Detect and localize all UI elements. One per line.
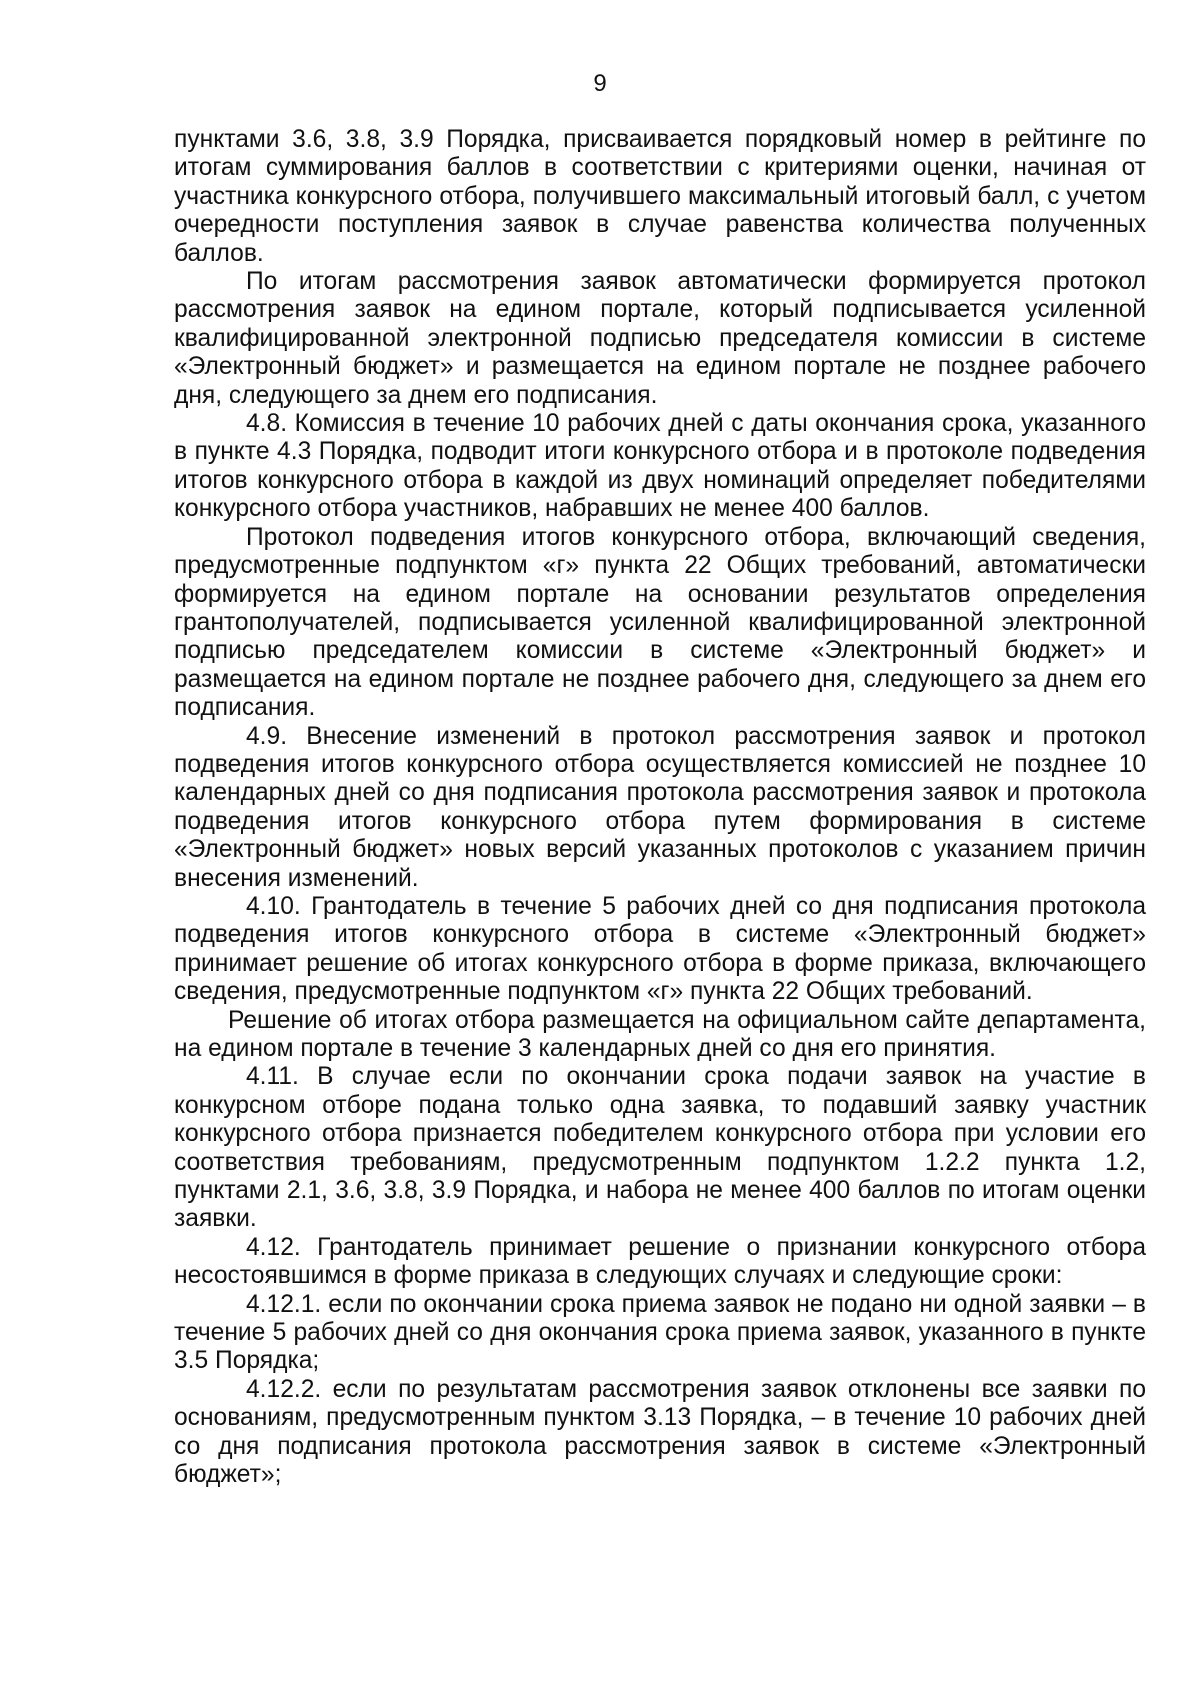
page-number: 9 [593,70,607,97]
paragraph-4-11: 4.11. В случае если по окончании срока подачи заявок на участие в конкурсном отборе подана только одна заявка, то подавший заявку участник конкурсного отбора признается победителем конкурсного отбора при условии его соответствия требованиям, предусмотренным подпунктом 1.2.2 пункта 1.2, пунктами 2.1, 3.6, 3.8, 3.9 Порядка, и набора не менее 400 баллов по итогам оценки заявки. [174,1063,1146,1233]
paragraph-review-protocol: По итогам рассмотрения заявок автоматически формируется протокол рассмотрения заявок на едином портале, который подписывается усиленной квалифицированной электронной подписью председателя комиссии в системе «Электронный бюджет» и размещается на едином портале не позднее рабочего дня, следующего за днем его подписания. [174,268,1146,409]
paragraph-4-12-2: 4.12.2. если по результатам рассмотрения заявок отклонены все заявки по основаниям, предусмотренным пунктом 3.13 Порядка, – в течение 10 рабочих дней со дня подписания протокола рассмотрения заявок в системе «Электронный бюджет»; [174,1375,1146,1489]
paragraph-4-12: 4.12. Грантодатель принимает решение о признании конкурсного отбора несостоявшимся в форме приказа в следующих случаях и следующие сроки: [174,1233,1146,1290]
paragraph-ranking-continuation: пунктами 3.6, 3.8, 3.9 Порядка, присваивается порядковый номер в рейтинге по итогам суммирования баллов в соответствии с критериями оценки, начиная от участника конкурсного отбора, получившего максимальный итоговый балл, с учетом очередности поступления заявок в случае равенства количества полученных баллов. [174,126,1146,267]
paragraph-4-9: 4.9. Внесение изменений в протокол рассмотрения заявок и протокол подведения итогов конкурсного отбора осуществляется комиссией не позднее 10 календарных дней со дня подписания протокола рассмотрения заявок и протокола подведения итогов конкурсного отбора путем формирования в системе «Электронный бюджет» новых версий указанных протоколов с указанием причин внесения изменений. [174,722,1146,892]
paragraph-decision-publication: Решение об итогах отбора размещается на официальном сайте департамента, на едином портале в течение 3 календарных дней со дня его принятия. [174,1006,1146,1062]
paragraph-results-protocol: Протокол подведения итогов конкурсного отбора, включающий сведения, предусмотренные подпунктом «г» пункта 22 Общих требований, автоматически формируется на едином портале на основании результатов определения грантополучателей, подписывается усиленной квалифицированной электронной подписью председателем комиссии в системе «Электронный бюджет» и размещается на едином портале не позднее рабочего дня, следующего за днем его подписания. [174,523,1146,722]
paragraph-4-8: 4.8. Комиссия в течение 10 рабочих дней с даты окончания срока, указанного в пункте 4.3 Порядка, подводит итоги конкурсного отбора и в протоколе подведения итогов конкурсного отбора в каждой из двух номинаций определяет победителями конкурсного отбора участников, набравших не менее 400 баллов. [174,410,1146,523]
paragraph-4-12-1: 4.12.1. если по окончании срока приема заявок не подано ни одной заявки – в течение 5 рабочих дней со дня окончания срока приема заявок, указанного в пункте 3.5 Порядка; [174,1290,1146,1375]
paragraph-4-10: 4.10. Грантодатель в течение 5 рабочих дней со дня подписания протокола подведения итогов конкурсного отбора в системе «Электронный бюджет» принимает решение об итогах конкурсного отбора в форме приказа, включающего сведения, предусмотренные подпунктом «г» пункта 22 Общих требований. [174,892,1146,1006]
document-body [174,126,1146,1490]
